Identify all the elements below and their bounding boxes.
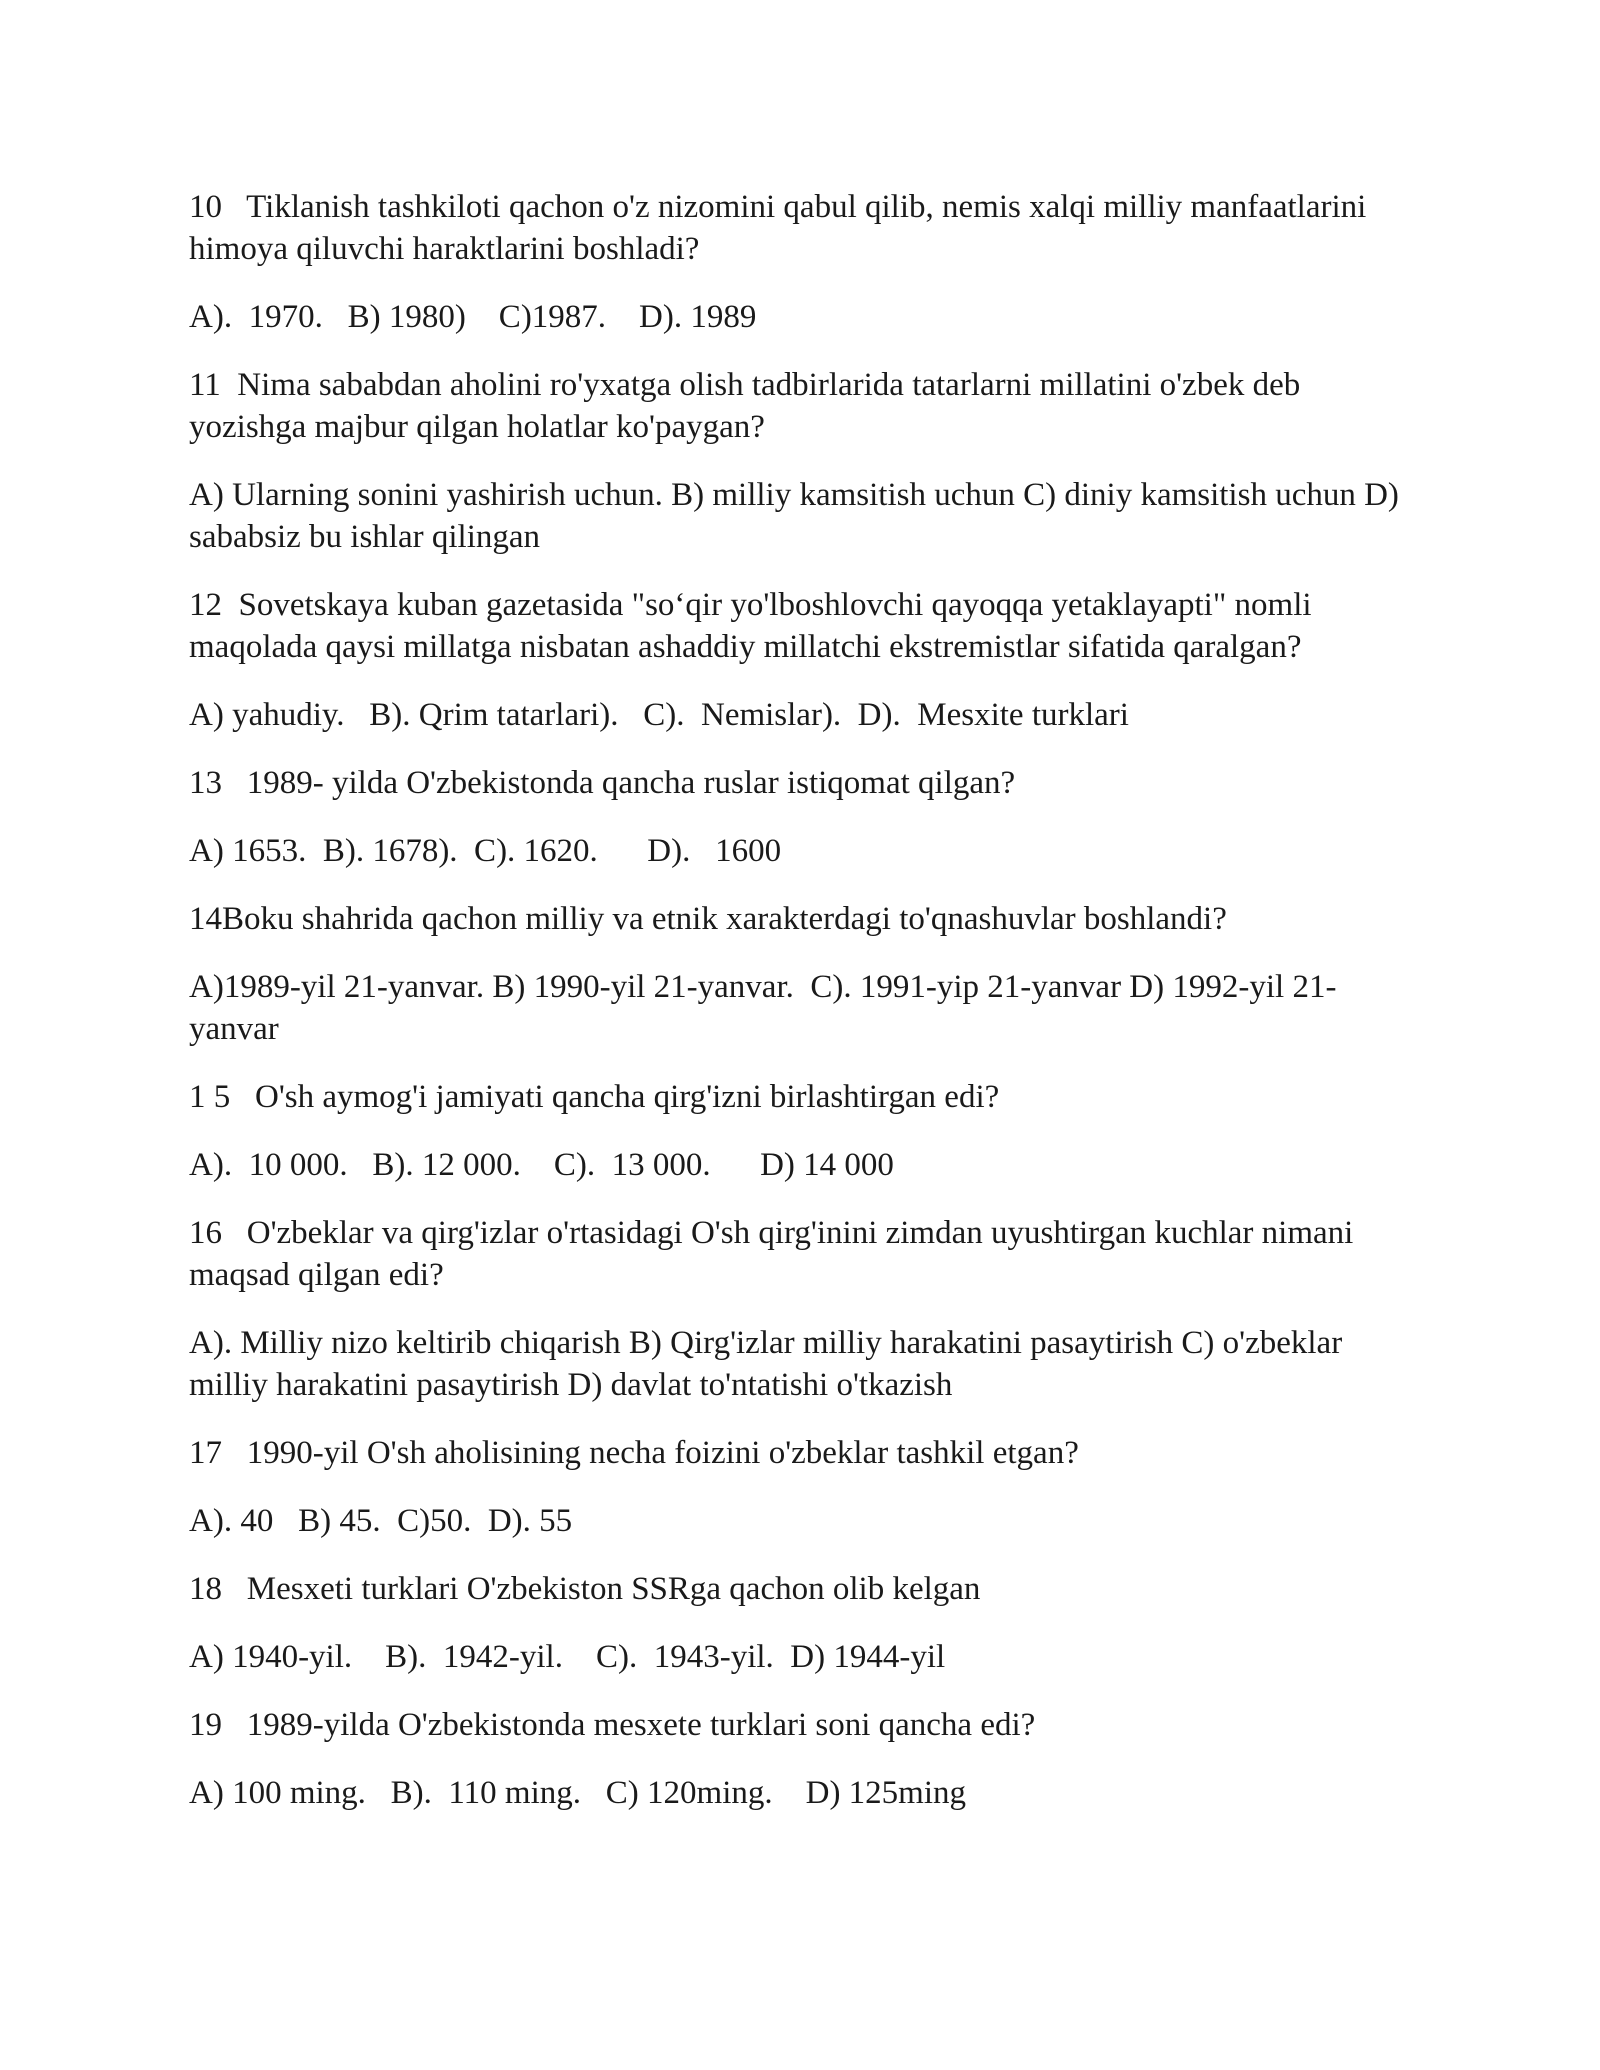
answer-options: A)1989-yil 21-yanvar. B) 1990-yil 21-yanvar. C). 1991-yip 21-yanvar D) 1992-yil 21-yanvar [189, 969, 1337, 1047]
question-16 [189, 1212, 1419, 1406]
question-10 [189, 186, 1419, 338]
question-13 [189, 762, 1419, 872]
answer-options: A) yahudiy. B). Qrim tatarlari). C). Nemislar). D). Mesxite turklari [189, 697, 1129, 733]
question-text: 14Boku shahrida qachon milliy va etnik xarakterdagi to'qnashuvlar boshlandi? [189, 901, 1227, 937]
answer-options: A). 10 000. B). 12 000. C). 13 000. D) 14 000 [189, 1147, 894, 1183]
answer-options: A). Milliy nizo keltirib chiqarish B) Qirg'izlar milliy harakatini pasaytirish C) o'zbeklar milliy harakatini pasaytirish D) davlat to'ntatishi o'tkazish [189, 1325, 1351, 1403]
question-14 [189, 898, 1419, 1050]
answer-options: A). 40 B) 45. C)50. D). 55 [189, 1503, 573, 1539]
document-page [189, 186, 1419, 1840]
question-text: 10 Tiklanish tashkiloti qachon o'z nizomini qabul qilib, nemis xalqi milliy manfaatlarini himoya qiluvchi haraktlarini boshladi? [189, 189, 1375, 267]
question-11 [189, 364, 1419, 558]
question-12 [189, 584, 1419, 736]
answer-options: A) 1940-yil. B). 1942-yil. C). 1943-yil. D) 1944-yil [189, 1639, 946, 1675]
answer-options: A) 1653. B). 1678). C). 1620. D). 1600 [189, 833, 782, 869]
question-text: 19 1989-yilda O'zbekistonda mesxete turklari soni qancha edi? [189, 1707, 1036, 1743]
question-18 [189, 1568, 1419, 1678]
question-17 [189, 1432, 1419, 1542]
answer-options: A). 1970. B) 1980) C)1987. D). 1989 [189, 299, 757, 335]
question-text: 13 1989- yilda O'zbekistonda qancha ruslar istiqomat qilgan? [189, 765, 1016, 801]
answer-options: A) Ularning sonini yashirish uchun. B) milliy kamsitish uchun C) diniy kamsitish uchun D) sababsiz bu ishlar qilingan [189, 477, 1408, 555]
question-text: 1 5 O'sh aymog'i jamiyati qancha qirg'izni birlashtirgan edi? [189, 1079, 1000, 1115]
question-15 [189, 1076, 1419, 1186]
question-text: 16 O'zbeklar va qirg'izlar o'rtasidagi O'sh qirg'inini zimdan uyushtirgan kuchlar nimani maqsad qilgan edi? [189, 1215, 1362, 1293]
question-text: 12 Sovetskaya kuban gazetasida "so‘qir yo'lboshlovchi qayoqqa yetaklayapti" nomli maqolada qaysi millatga nisbatan ashaddiy millatchi ekstremistlar sifatida qaralgan? [189, 587, 1320, 665]
question-text: 17 1990-yil O'sh aholisining necha foizini o'zbeklar tashkil etgan? [189, 1435, 1079, 1471]
question-text: 11 Nima sababdan aholini ro'yxatga olish tadbirlarida tatarlarni millatini o'zbek deb yozishga majbur qilgan holatlar ko'paygan? [189, 367, 1309, 445]
question-text: 18 Mesxeti turklari O'zbekiston SSRga qachon olib kelgan [189, 1571, 981, 1607]
question-19 [189, 1704, 1419, 1814]
answer-options: A) 100 ming. B). 110 ming. C) 120ming. D) 125ming [189, 1775, 967, 1811]
